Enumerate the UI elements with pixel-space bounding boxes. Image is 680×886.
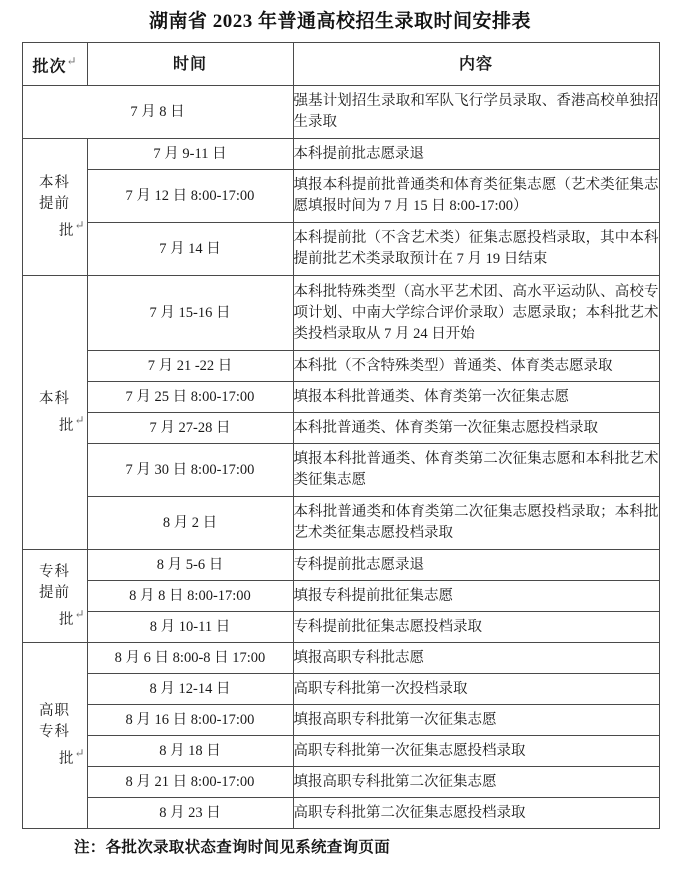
table-row (22, 444, 659, 497)
cell-content: 高职专科批第一次征集志愿投档录取 (293, 736, 659, 767)
cell-content: 填报高职专科批志愿 (293, 643, 659, 674)
cell-batch-label (22, 276, 87, 550)
cell-batch-label (22, 550, 87, 643)
cell-content: 填报高职专科批第二次征集志愿 (293, 767, 659, 798)
cell-time: 7 月 12 日 8:00-17:00 (87, 170, 293, 223)
cell-time: 7 月 8 日 (22, 86, 293, 139)
cell-time: 7 月 14 日 (87, 223, 293, 276)
cell-time: 7 月 30 日 8:00-17:00 (87, 444, 293, 497)
table-row (22, 276, 659, 351)
table-row (22, 705, 659, 736)
table-row (22, 382, 659, 413)
cell-time: 8 月 5-6 日 (87, 550, 293, 581)
cell-time: 8 月 12-14 日 (87, 674, 293, 705)
batch-label-line: 批↵ (58, 746, 85, 767)
batch-label-line: 本科 (39, 174, 70, 191)
admission-schedule-table (22, 42, 660, 829)
column-header-content: 内容 (293, 43, 659, 86)
cell-content: 本科批普通类、体育类第一次征集志愿投档录取 (293, 413, 659, 444)
paragraph-mark-icon: ↵ (74, 217, 85, 232)
batch-label-line: 批↵ (58, 412, 85, 434)
paragraph-mark-icon: ↵ (74, 606, 85, 621)
table-body (22, 43, 659, 829)
cell-content: 专科提前批征集志愿投档录取 (293, 612, 659, 643)
batch-label-line: 高职 (39, 703, 70, 720)
column-header-time: 时间 (87, 43, 293, 86)
cell-time: 8 月 18 日 (87, 736, 293, 767)
cell-content: 填报本科提前批普通类和体育类征集志愿（艺术类征集志愿填报时间为 7 月 15 日 8:00-17:00） (293, 170, 659, 223)
batch-label-line: 本科 (39, 390, 70, 407)
cell-content: 本科提前批志愿录退 (293, 139, 659, 170)
column-header-batch-label: 批次 (32, 58, 67, 76)
cell-content: 填报高职专科批第一次征集志愿 (293, 705, 659, 736)
cell-time: 7 月 27-28 日 (87, 413, 293, 444)
table-header-row (22, 43, 659, 86)
cell-content: 填报专科提前批征集志愿 (293, 581, 659, 612)
cell-time: 8 月 10-11 日 (87, 612, 293, 643)
batch-label-line: 批↵ (58, 217, 85, 239)
cell-batch-label (22, 643, 87, 829)
table-row (22, 674, 659, 705)
table-row (22, 550, 659, 581)
cell-time: 8 月 16 日 8:00-17:00 (87, 705, 293, 736)
table-row (22, 139, 659, 170)
batch-label-line: 专科 (39, 724, 70, 741)
table-row (22, 643, 659, 674)
cell-content: 本科批普通类和体育类第二次征集志愿投档录取；本科批艺术类征集志愿投档录取 (293, 497, 659, 550)
cell-time: 8 月 21 日 8:00-17:00 (87, 767, 293, 798)
footer-note: 注：各批次录取状态查询时间见系统查询页面 (74, 839, 391, 856)
cell-batch-label (22, 139, 87, 276)
table-row (22, 413, 659, 444)
table-row (22, 497, 659, 550)
cell-time: 8 月 6 日 8:00-8 日 17:00 (87, 643, 293, 674)
table-row (22, 170, 659, 223)
table-row (22, 736, 659, 767)
cell-content: 专科提前批志愿录退 (293, 550, 659, 581)
table-row (22, 612, 659, 643)
cell-content: 本科提前批（不含艺术类）征集志愿投档录取，其中本科提前批艺术类录取预计在 7 月 19 日结束 (293, 223, 659, 276)
cell-time: 7 月 25 日 8:00-17:00 (87, 382, 293, 413)
document-page (0, 8, 680, 886)
cell-time: 8 月 23 日 (87, 798, 293, 829)
schedule-table-wrapper (22, 42, 659, 829)
batch-label-line: 批↵ (58, 606, 85, 628)
batch-label-line: 专科 (39, 563, 70, 580)
table-row (22, 798, 659, 829)
table-row (22, 767, 659, 798)
cell-time: 8 月 8 日 8:00-17:00 (87, 581, 293, 612)
cell-content: 填报本科批普通类、体育类第二次征集志愿和本科批艺术类征集志愿 (293, 444, 659, 497)
column-header-batch (22, 43, 87, 86)
table-row (22, 581, 659, 612)
cell-content: 强基计划招生录取和军队飞行学员录取、香港高校单独招生录取 (293, 86, 659, 139)
table-row (22, 86, 659, 139)
cell-time: 7 月 15-16 日 (87, 276, 293, 351)
paragraph-mark-icon: ↵ (66, 53, 77, 68)
cell-time: 7 月 21 -22 日 (87, 351, 293, 382)
table-row (22, 223, 659, 276)
cell-content: 本科批特殊类型（高水平艺术团、高水平运动队、高校专项计划、中南大学综合评价录取）志愿录取；本科批艺术类投档录取从 7 月 24 日开始 (293, 276, 659, 351)
batch-label-line: 提前 (39, 195, 70, 212)
table-row (22, 351, 659, 382)
cell-time: 7 月 9-11 日 (87, 139, 293, 170)
cell-content: 填报本科批普通类、体育类第一次征集志愿 (293, 382, 659, 413)
cell-time: 8 月 2 日 (87, 497, 293, 550)
batch-label-line: 提前 (39, 584, 70, 601)
cell-content: 本科批（不含特殊类型）普通类、体育类志愿录取 (293, 351, 659, 382)
paragraph-mark-icon: ↵ (74, 746, 85, 761)
paragraph-mark-icon: ↵ (74, 412, 85, 427)
cell-content: 高职专科批第一次投档录取 (293, 674, 659, 705)
page-title: 湖南省 2023 年普通高校招生录取时间安排表 (148, 11, 531, 32)
cell-content: 高职专科批第二次征集志愿投档录取 (293, 798, 659, 829)
